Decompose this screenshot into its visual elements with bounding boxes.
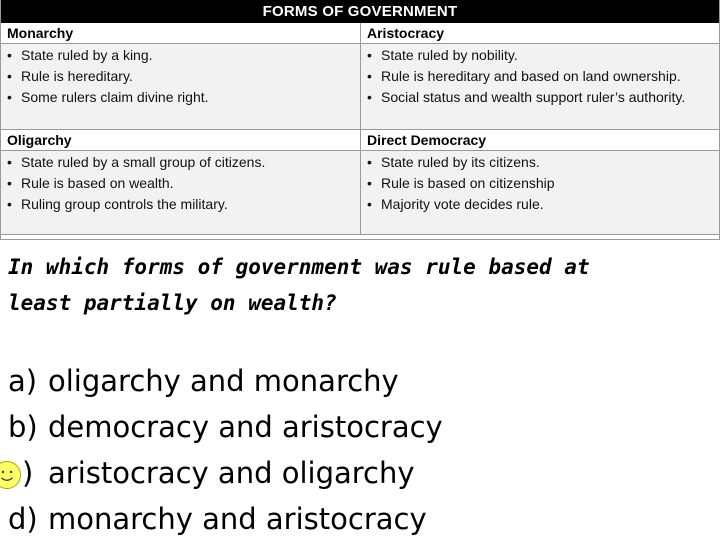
oligarchy-cell (1, 151, 360, 235)
bullet-marker: • (367, 89, 372, 105)
bullet-marker: • (7, 47, 12, 63)
bullet-text: Some rulers claim divine right. (21, 89, 209, 105)
bullet-marker: • (367, 154, 372, 170)
bullet-marker: • (7, 68, 12, 84)
table-title: FORMS OF GOVERNMENT (1, 0, 719, 23)
answer-text: democracy and aristocracy (48, 410, 443, 444)
list-item (7, 87, 360, 108)
list-item (367, 45, 719, 66)
bullet-marker: • (367, 175, 372, 191)
bullet-text: State ruled by a small group of citizens. (21, 154, 266, 170)
list-item (7, 66, 360, 87)
direct-democracy-cell (360, 151, 719, 235)
table-body-row (1, 151, 719, 235)
bullet-marker: • (7, 154, 12, 170)
aristocracy-heading: Aristocracy (360, 23, 719, 44)
smiley-face-icon (0, 460, 22, 490)
bullet-text: State ruled by a king. (21, 47, 153, 63)
bullet-text: Rule is hereditary. (21, 68, 133, 84)
bullet-text: Rule is based on wealth. (21, 175, 174, 191)
list-item (367, 87, 719, 108)
answer-option-d[interactable] (8, 496, 443, 542)
bullet-text: Rule is based on citizenship (381, 175, 555, 191)
table-header-row (1, 130, 719, 151)
bullet-marker: • (367, 68, 372, 84)
bullet-marker: • (367, 196, 372, 212)
table-body-row (1, 44, 719, 130)
bullet-text: State ruled by nobility. (381, 47, 518, 63)
answer-text: oligarchy and monarchy (48, 364, 399, 398)
answer-text: monarchy and aristocracy (48, 502, 427, 536)
list-item (7, 152, 360, 173)
oligarchy-heading: Oligarchy (1, 130, 360, 151)
answer-letter: ) (22, 456, 34, 490)
monarchy-cell (1, 44, 360, 130)
answer-option-a[interactable] (8, 358, 443, 404)
table-bottom-spacer (1, 235, 719, 240)
answer-choices (8, 358, 443, 542)
answer-letter: b) (8, 410, 38, 444)
aristocracy-cell (360, 44, 719, 130)
answer-option-c[interactable] (8, 450, 443, 496)
table-header-row (1, 23, 719, 44)
bullet-marker: • (7, 175, 12, 191)
bullet-text: Ruling group controls the military. (21, 196, 228, 212)
answer-letter: a) (8, 364, 38, 398)
list-item (7, 173, 360, 194)
list-item (367, 66, 719, 87)
answer-letter: d) (8, 502, 38, 536)
bullet-text: Rule is hereditary and based on land ownership. (381, 68, 681, 84)
list-item (7, 45, 360, 66)
bullet-text: State ruled by its citizens. (381, 154, 540, 170)
answer-text: aristocracy and oligarchy (48, 456, 415, 490)
monarchy-heading: Monarchy (1, 23, 360, 44)
bullet-marker: • (367, 47, 372, 63)
direct-democracy-heading: Direct Democracy (360, 130, 719, 151)
bullet-text: Majority vote decides rule. (381, 196, 544, 212)
list-item (367, 194, 719, 215)
list-item (7, 194, 360, 215)
answer-option-b[interactable] (8, 404, 443, 450)
government-forms-table (0, 0, 720, 240)
question-text (8, 249, 708, 321)
list-item (367, 173, 719, 194)
bullet-marker: • (7, 89, 12, 105)
question-line-2: least partially on wealth? (8, 291, 337, 315)
bullet-marker: • (7, 196, 12, 212)
bullet-text: Social status and wealth support ruler’s authority. (381, 89, 686, 105)
question-line-1: In which forms of government was rule based at (8, 255, 590, 279)
list-item (367, 152, 719, 173)
